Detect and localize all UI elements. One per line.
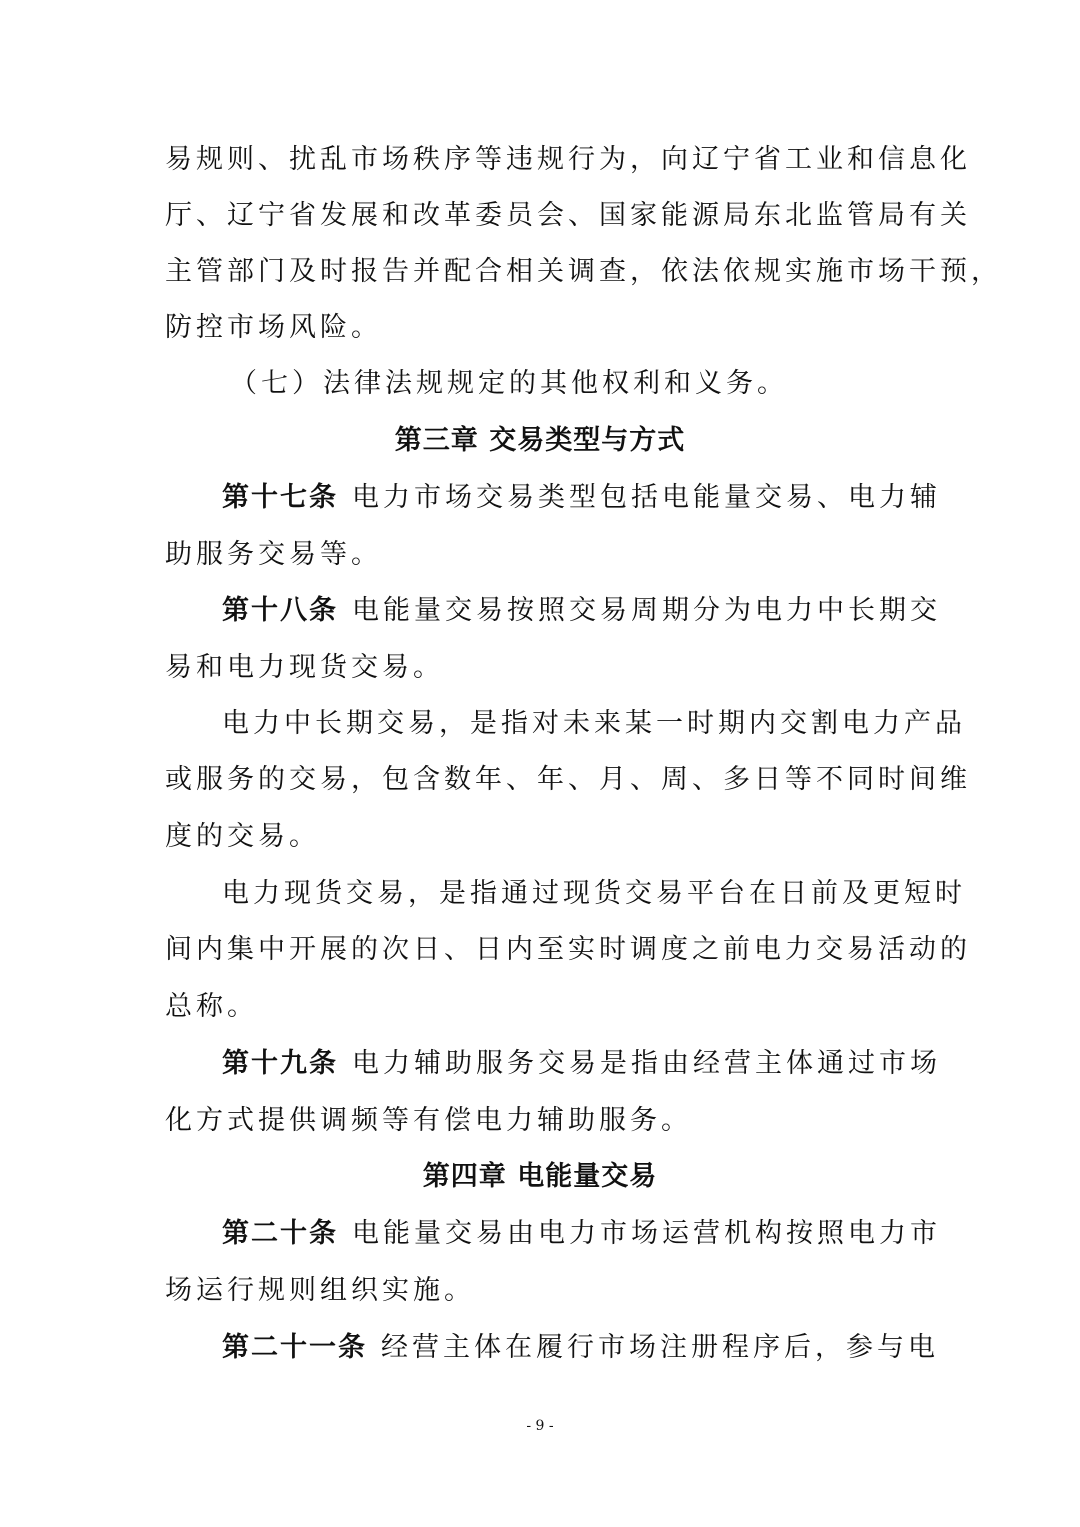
text-line: 厅、辽宁省发展和改革委员会、国家能源局东北监管局有关 [165, 200, 971, 231]
chapter-heading: 第三章 交易类型与方式 [394, 425, 686, 456]
article-text: 电能量交易按照交易周期分为电力中长期交 [352, 595, 941, 626]
article-label: 第十九条 [222, 1048, 338, 1079]
article-label: 第二十条 [222, 1218, 338, 1249]
page-number: - 9 - [526, 1418, 554, 1434]
text-line: 场运行规则组织实施。 [165, 1275, 475, 1306]
article-text: 经营主体在履行市场注册程序后，参与电 [381, 1332, 939, 1363]
article-label: 第十八条 [222, 595, 338, 626]
text-line: 电力现货交易，是指通过现货交易平台在日前及更短时 [222, 878, 966, 909]
text-line: 易和电力现货交易。 [165, 652, 444, 683]
text-line: 间内集中开展的次日、日内至实时调度之前电力交易活动的 [165, 934, 971, 965]
text-line: 防控市场风险。 [165, 312, 382, 343]
article-17-line [222, 480, 941, 516]
article-text: 电力辅助服务交易是指由经营主体通过市场 [352, 1048, 941, 1079]
article-text: 电能量交易由电力市场运营机构按照电力市 [352, 1218, 941, 1249]
chapter-heading: 第四章 电能量交易 [422, 1161, 658, 1192]
text-line: 助服务交易等。 [165, 539, 382, 570]
text-line: （七）法律法规规定的其他权利和义务。 [230, 368, 788, 399]
article-21-line [222, 1330, 939, 1366]
article-19-line [222, 1046, 941, 1082]
article-text: 电力市场交易类型包括电能量交易、电力辅 [352, 482, 941, 513]
article-20-line [222, 1216, 941, 1252]
text-line: 总称。 [165, 991, 258, 1022]
text-line: 易规则、扰乱市场秩序等违规行为，向辽宁省工业和信息化 [165, 144, 971, 175]
article-18-line [222, 593, 941, 629]
text-line: 电力中长期交易，是指对未来某一时期内交割电力产品 [222, 708, 966, 739]
text-line: 主管部门及时报告并配合相关调查，依法依规实施市场干预， [165, 256, 1002, 287]
text-line: 或服务的交易，包含数年、年、月、周、多日等不同时间维 [165, 764, 971, 795]
article-label: 第十七条 [222, 482, 338, 513]
article-label: 第二十一条 [222, 1332, 367, 1363]
text-line: 度的交易。 [165, 821, 320, 852]
text-line: 化方式提供调频等有偿电力辅助服务。 [165, 1105, 692, 1136]
